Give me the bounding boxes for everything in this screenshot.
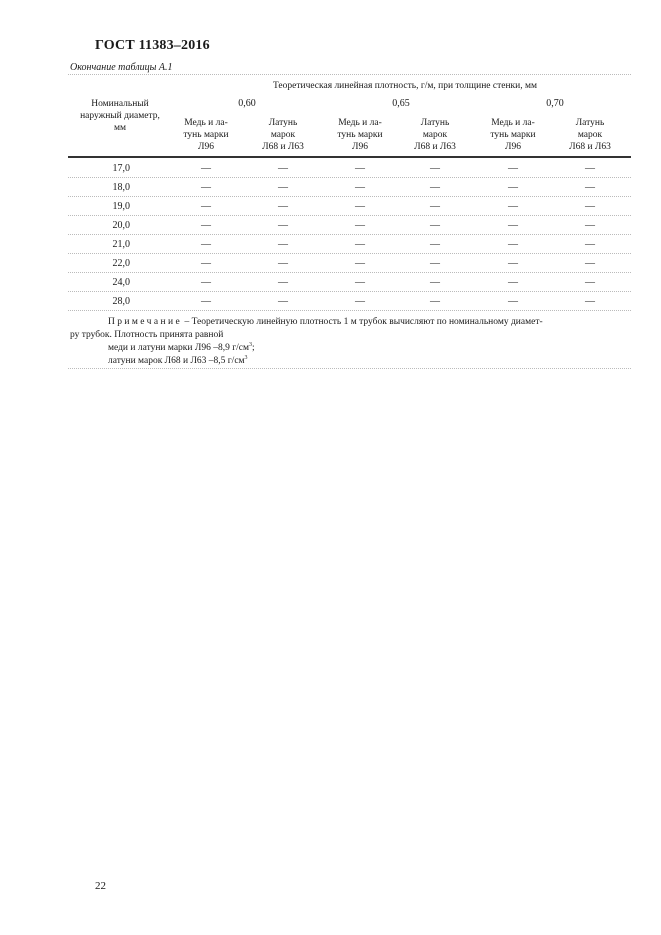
material-header — [329, 117, 391, 153]
document-title: ГОСТ 11383–2016 — [95, 38, 210, 53]
table-cell: — — [508, 201, 518, 212]
table-cell: — — [585, 182, 595, 193]
table-cell: — — [430, 258, 440, 269]
row-diameter: 28,0 — [112, 296, 130, 307]
table-cell: — — [355, 258, 365, 269]
row-diameter: 17,0 — [112, 163, 130, 174]
material-header-line: Л68 и Л63 — [414, 142, 456, 152]
row-header — [68, 98, 172, 134]
table-cell: — — [430, 220, 440, 231]
table-caption: Окончание таблицы А.1 — [70, 62, 173, 73]
material-header-line: Медь и ла- — [184, 118, 228, 128]
material-header-line: марок — [270, 130, 296, 140]
row-header-line: наружный диаметр, — [80, 111, 160, 121]
material-header-line: Л96 — [352, 142, 368, 152]
material-header — [252, 117, 314, 153]
table-cell: — — [278, 258, 288, 269]
table-cell: — — [430, 163, 440, 174]
row-dotted-separator — [68, 253, 631, 254]
note-text: – Теоретическую линейную плотность 1 м трубок вычисляют по номинальному диамет- — [182, 317, 543, 327]
table-cell: — — [355, 182, 365, 193]
table-cell: — — [355, 239, 365, 250]
material-header-line: Л96 — [505, 142, 521, 152]
table-cell: — — [278, 182, 288, 193]
material-header — [558, 117, 622, 153]
row-header-line: мм — [113, 123, 127, 133]
material-header-line: тунь марки — [490, 130, 536, 140]
table-cell: — — [508, 220, 518, 231]
row-diameter: 21,0 — [112, 239, 130, 250]
table-cell: — — [508, 277, 518, 288]
density-text: меди и латуни марки Л96 –8,9 г/см — [108, 343, 249, 353]
table-cell: — — [585, 277, 595, 288]
table-cell: — — [201, 277, 211, 288]
note-dotted-line — [68, 368, 631, 369]
table-cell: — — [355, 220, 365, 231]
table-cell: — — [201, 239, 211, 250]
material-header — [404, 117, 466, 153]
thickness-header: 0,65 — [392, 98, 410, 109]
table-cell: — — [430, 296, 440, 307]
row-dotted-separator — [68, 272, 631, 273]
material-header-line: Латунь — [420, 118, 450, 128]
table-cell: — — [585, 258, 595, 269]
table-cell: — — [201, 296, 211, 307]
material-header-line: тунь марки — [183, 130, 229, 140]
table-cell: — — [201, 163, 211, 174]
material-header-line: Латунь — [575, 118, 605, 128]
table-cell: — — [201, 258, 211, 269]
material-header-line: тунь марки — [337, 130, 383, 140]
row-diameter: 20,0 — [112, 220, 130, 231]
density-text: латуни марок Л68 и Л63 –8,5 г/см — [108, 356, 245, 366]
row-dotted-separator — [68, 177, 631, 178]
table-cell: — — [430, 239, 440, 250]
note-text-continuation: ру трубок. Плотность принята равной — [70, 330, 224, 340]
material-header-line: Л96 — [198, 142, 214, 152]
material-header-line: Латунь — [268, 118, 298, 128]
table-cell: — — [355, 163, 365, 174]
table-cell: — — [355, 201, 365, 212]
table-cell: — — [278, 296, 288, 307]
table-cell: — — [355, 277, 365, 288]
table-cell: — — [355, 296, 365, 307]
row-diameter: 18,0 — [112, 182, 130, 193]
material-header-line: Медь и ла- — [338, 118, 382, 128]
table-cell: — — [585, 239, 595, 250]
row-dotted-separator — [68, 196, 631, 197]
header-dotted-line — [68, 74, 631, 75]
table-cell: — — [278, 163, 288, 174]
table-cell: — — [278, 220, 288, 231]
header-rule — [68, 156, 631, 158]
material-header-line: Л68 и Л63 — [569, 142, 611, 152]
table-cell: — — [430, 277, 440, 288]
punctuation: ; — [251, 343, 255, 353]
table-cell: — — [508, 258, 518, 269]
note-paragraph — [108, 316, 633, 329]
row-dotted-separator — [68, 234, 631, 235]
note-density-brass — [108, 355, 248, 368]
row-dotted-separator — [68, 215, 631, 216]
table-cell: — — [278, 239, 288, 250]
table-cell: — — [585, 201, 595, 212]
table-cell: — — [508, 296, 518, 307]
row-dotted-separator — [68, 310, 631, 311]
table-cell: — — [585, 220, 595, 231]
table-cell: — — [278, 277, 288, 288]
table-cell: — — [508, 239, 518, 250]
table-cell: — — [201, 201, 211, 212]
material-header-line: марок — [577, 130, 603, 140]
material-header — [175, 117, 237, 153]
table-cell: — — [585, 296, 595, 307]
table-cell: — — [430, 201, 440, 212]
table-group-header: Теоретическая линейная плотность, г/м, при толщине стенки, мм — [272, 81, 538, 91]
thickness-header: 0,60 — [238, 98, 256, 109]
material-header-line: Медь и ла- — [491, 118, 535, 128]
row-dotted-separator — [68, 291, 631, 292]
note-label: Примечание — [108, 317, 183, 327]
table-cell: — — [278, 201, 288, 212]
table-cell: — — [585, 163, 595, 174]
note-density-copper — [108, 342, 255, 355]
material-header-line: Л68 и Л63 — [262, 142, 304, 152]
table-cell: — — [508, 163, 518, 174]
table-cell: — — [201, 182, 211, 193]
material-header — [482, 117, 544, 153]
row-diameter: 24,0 — [112, 277, 130, 288]
table-cell: — — [430, 182, 440, 193]
table-cell: — — [201, 220, 211, 231]
row-diameter: 22,0 — [112, 258, 130, 269]
table-cell: — — [508, 182, 518, 193]
row-header-line: Номинальный — [91, 99, 149, 109]
row-diameter: 19,0 — [112, 201, 130, 212]
material-header-line: марок — [422, 130, 448, 140]
page-number: 22 — [95, 880, 106, 892]
thickness-header: 0,70 — [546, 98, 564, 109]
superscript: 3 — [244, 354, 248, 361]
superscript: 3 — [248, 341, 252, 348]
